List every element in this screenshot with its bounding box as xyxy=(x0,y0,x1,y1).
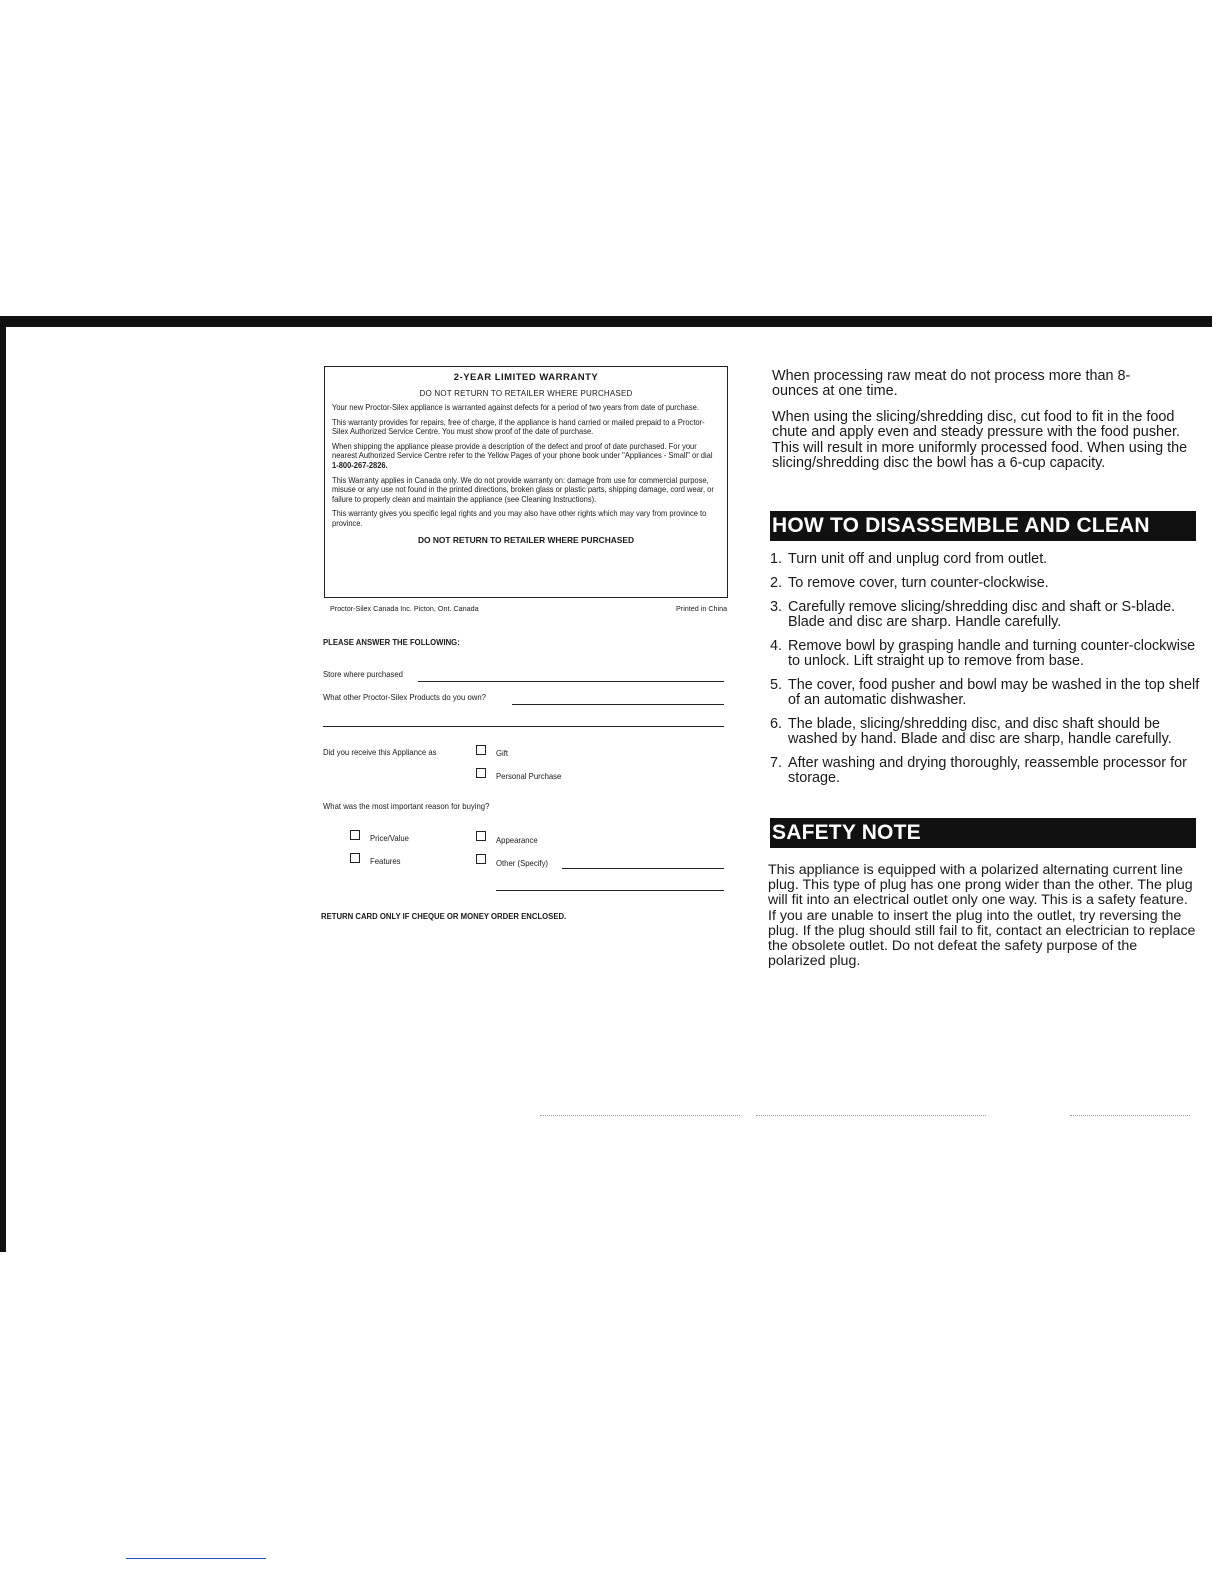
step-text: Carefully remove slicing/shredding disc and shaft or S-blade. Blade and disc are sharp. Handle carefully. xyxy=(788,598,1176,630)
step-text: Turn unit off and unplug cord from outlet. xyxy=(788,551,1048,567)
intro-paragraph-2: When using the slicing/shredding disc, cut food to fit in the food chute and apply even and steady pressure with the food pusher. This will result in more uniformly processed food. When using the slicing/shredding disc the bowl has a 6-cup capacity. xyxy=(772,409,1188,472)
warranty-paragraph-1: Your new Proctor-Silex appliance is warranted against defects for a period of two years from date of purchase. xyxy=(332,403,699,412)
other-specify-field[interactable] xyxy=(562,868,724,869)
warranty-footer: DO NOT RETURN TO RETAILER WHERE PURCHASED xyxy=(417,534,635,545)
imprint-left: Proctor-Silex Canada Inc. Picton, Ont. Canada xyxy=(330,604,479,613)
warranty-phone: 1-800-267-2826. xyxy=(332,460,388,470)
appearance-label: Appearance xyxy=(496,835,538,845)
safety-paragraph: This appliance is equipped with a polarized alternating current line plug. This type of plug has one prong wider than the other. The plug will fit into an electrical outlet only one way. This is a safety feature. If you are unable to insert the plug into the outlet, try reversing the plug. If the plug should still fail to fit, contact an electrician to replace the obsolete outlet. Do not defeat the safety purpose of the polarized plug. xyxy=(768,862,1196,970)
gift-checkbox[interactable] xyxy=(476,745,486,755)
step-text: To remove cover, turn counter-clockwise. xyxy=(788,574,1049,591)
warranty-paragraph-4: This Warranty applies in Canada only. We do not provide warranty on: damage from use for commercial purpose, misuse or any use not found in the printed directions, broken glass or plastic parts, shipping damage, cord wear, or failure to properly clean and maintain the appliance (see Cleaning Instructions). xyxy=(332,475,714,504)
cleaning-steps-list xyxy=(770,552,1200,795)
warranty-subtitle: DO NOT RETURN TO RETAILER WHERE PURCHASED xyxy=(419,389,633,398)
step-number: 6. xyxy=(770,715,783,732)
step-number: 2. xyxy=(770,574,783,591)
bottom-link-underline xyxy=(126,1558,266,1559)
other-products-field[interactable] xyxy=(512,704,724,705)
personal-purchase-label: Personal Purchase xyxy=(496,771,562,781)
features-checkbox[interactable] xyxy=(350,853,360,863)
imprint-right: Printed in China xyxy=(676,604,728,613)
store-label: Store where purchased xyxy=(323,669,403,679)
scan-artifact-line xyxy=(540,1115,740,1117)
cleaning-step xyxy=(770,717,1200,747)
warranty-paragraph-2: This warranty provides for repairs, free of charge, if the appliance is hand carried or mailed prepaid to a Proctor-Silex Authorized Service Centre. You must show proof of the date of purchase. xyxy=(332,417,705,437)
step-text: Remove bowl by grasping handle and turning counter-clockwise to unlock. Lift straight up to remove from base. xyxy=(788,637,1196,669)
cleaning-step xyxy=(770,552,1200,567)
cleaning-step xyxy=(770,600,1200,630)
other-specify-label: Other (Specify) xyxy=(496,858,549,868)
return-note: RETURN CARD ONLY IF CHEQUE OR MONEY ORDER ENCLOSED. xyxy=(321,911,567,921)
other-products-label: What other Proctor-Silex Products do you own? xyxy=(323,692,486,702)
step-number: 4. xyxy=(770,637,783,654)
left-border-rule xyxy=(0,316,6,1252)
reason-label: What was the most important reason for buying? xyxy=(323,801,490,811)
step-number: 3. xyxy=(770,598,783,615)
other-specify-checkbox[interactable] xyxy=(476,854,486,864)
heading-safety-note: SAFETY NOTE xyxy=(770,818,1196,848)
other-products-field-line-2[interactable] xyxy=(323,726,724,727)
warranty-paragraph-3-text: When shipping the appliance please provide a description of the defect and proof of date purchased. For your nearest Authorized Service Centre refer to the Yellow Pages of your phone book under "Appliances - Small" or dial xyxy=(332,441,713,461)
heading-disassemble-clean: HOW TO DISASSEMBLE AND CLEAN xyxy=(770,511,1196,541)
warranty-paragraph-3 xyxy=(332,442,718,471)
price-value-checkbox[interactable] xyxy=(350,830,360,840)
step-text: The blade, slicing/shredding disc, and disc shaft should be washed by hand. Blade and disc are sharp, handle carefully. xyxy=(788,715,1172,747)
price-value-label: Price/Value xyxy=(370,833,409,843)
scan-artifact-line xyxy=(1070,1115,1190,1117)
warranty-paragraph-5: This warranty gives you specific legal rights and you may also have other rights which may vary from province to province. xyxy=(332,509,707,528)
appearance-checkbox[interactable] xyxy=(476,831,486,841)
step-number: 5. xyxy=(770,676,783,693)
warranty-card xyxy=(324,366,728,598)
step-text: After washing and drying thoroughly, reassemble processor for storage. xyxy=(788,754,1187,786)
step-number: 1. xyxy=(770,551,783,567)
cleaning-step xyxy=(770,756,1200,786)
top-border-rule xyxy=(0,316,1212,327)
store-field[interactable] xyxy=(418,681,724,682)
warranty-title: 2-YEAR LIMITED WARRANTY xyxy=(453,372,599,383)
cleaning-step xyxy=(770,576,1200,591)
form-heading: PLEASE ANSWER THE FOLLOWING: xyxy=(323,637,460,647)
intro-paragraph-1: When processing raw meat do not process more than 8-ounces at one time. xyxy=(772,368,1131,400)
receive-label: Did you receive this Appliance as xyxy=(323,747,437,757)
features-label: Features xyxy=(370,856,401,866)
gift-label: Gift xyxy=(496,748,509,758)
step-number: 7. xyxy=(770,754,783,771)
scan-artifact-line xyxy=(756,1115,986,1117)
step-text: The cover, food pusher and bowl may be washed in the top shelf of an automatic dishwasher. xyxy=(788,676,1200,708)
other-specify-field-line-2[interactable] xyxy=(496,890,724,891)
cleaning-step xyxy=(770,639,1200,669)
cleaning-step xyxy=(770,678,1200,708)
personal-purchase-checkbox[interactable] xyxy=(476,768,486,778)
